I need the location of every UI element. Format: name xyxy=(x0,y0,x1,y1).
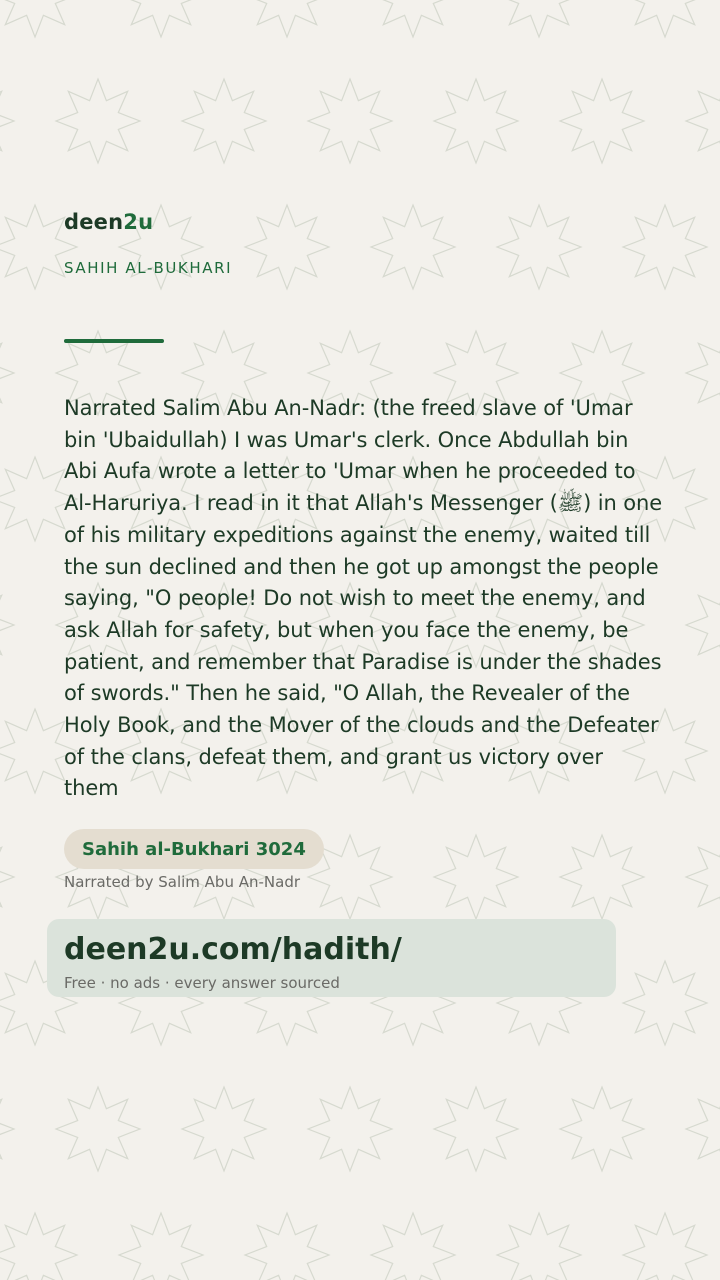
divider-line xyxy=(64,339,164,343)
website-link-card[interactable] xyxy=(47,919,616,997)
reference-badge: Sahih al-Bukhari 3024 xyxy=(64,829,324,869)
website-url[interactable]: deen2u.com/hadith/ xyxy=(64,932,402,967)
collection-label: SAHIH AL-BUKHARI xyxy=(64,259,233,277)
brand-name-dark: deen xyxy=(64,210,124,234)
hadith-text: Narrated Salim Abu An-Nadr: (the freed slave of 'Umar bin 'Ubaidullah) I was Umar's clerk. Once Abdullah bin Abi Aufa wrote a letter to 'Umar when he proceeded to Al-Haruriya. I read in it that Allah's Messenger (ﷺ) in one of his military expeditions against the enemy, waited till the sun declined and then he got up amongst the people saying, "O people! Do not wish to meet the enemy, and ask Allah for safety, but when you face the enemy, be patient, and remember that Paradise is under the shades of swords." Then he said, "O Allah, the Revealer of the Holy Book, and the Mover of the clouds and the Defeater of the clans, defeat them, and grant us victory over them xyxy=(64,396,663,801)
brand-name-accent: 2u xyxy=(123,210,154,234)
website-tagline: Free · no ads · every answer sourced xyxy=(64,974,340,992)
narrator-line: Narrated by Salim Abu An-Nadr xyxy=(64,873,301,891)
brand-logo xyxy=(64,210,153,234)
